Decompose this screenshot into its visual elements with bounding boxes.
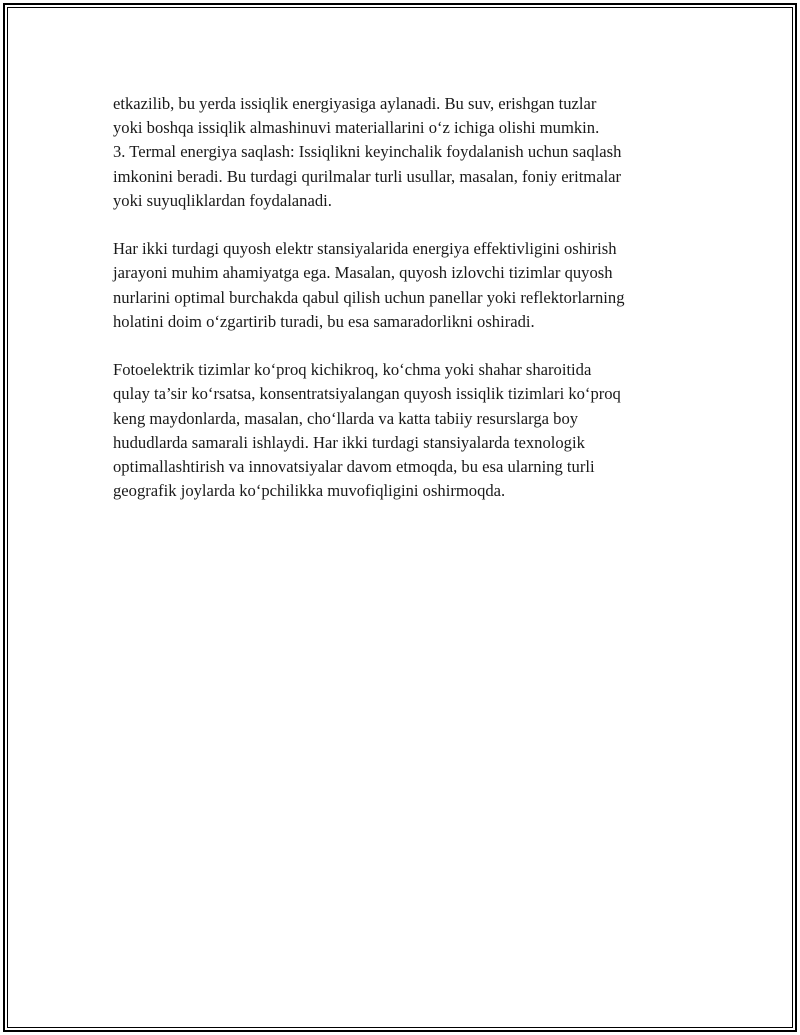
text-line: hududlarda samarali ishlaydi. Har ikki turdagi stansiyalarda texnologik — [113, 432, 585, 452]
text-line: yoki suyuqliklardan foydalanadi. — [113, 190, 332, 210]
text-line: Har ikki turdagi quyosh elektr stansiyalarida energiya effektivligini oshirish — [113, 239, 617, 259]
text-line: keng maydonlarda, masalan, cho‘llarda va katta tabiiy resurslarga boy — [113, 408, 579, 428]
text-line: nurlarini optimal burchakda qabul qilish uchun panellar yoki reflektorlarning — [113, 287, 625, 307]
text-line: optimallashtirish va innovatsiyalar davom etmoqda, bu esa ularning turli — [113, 457, 595, 477]
text-line: jarayoni muhim ahamiyatga ega. Masalan, quyosh izlovchi tizimlar quyosh — [113, 263, 613, 283]
text-line: qulay ta’sir ko‘rsatsa, konsentratsiyalangan quyosh issiqlik tizimlari ko‘proq — [113, 384, 621, 404]
text-line: imkonini beradi. Bu turdagi qurilmalar turli usullar, masalan, foniy eritmalar — [113, 166, 622, 186]
paragraph-3 — [113, 358, 713, 503]
text-line: Fotoelektrik tizimlar ko‘proq kichikroq, ko‘chma yoki shahar sharoitida — [113, 360, 592, 380]
document-body — [113, 92, 713, 528]
text-line: etkazilib, bu yerda issiqlik energiyasiga aylanadi. Bu suv, erishgan tuzlar — [113, 94, 597, 113]
paragraph-2 — [113, 237, 713, 334]
text-line: geografik joylarda ko‘pchilikka muvofiqligini oshirmoqda. — [113, 481, 506, 501]
text-line: holatini doim o‘zgartirib turadi, bu esa samaradorlikni oshiradi. — [113, 311, 535, 331]
text-line: 3. Termal energiya saqlash: Issiqlikni keyinchalik foydalanish uchun saqlash — [113, 142, 622, 162]
text-line: yoki boshqa issiqlik almashinuvi materiallarini o‘z ichiga olishi mumkin. — [113, 118, 600, 138]
paragraph-1 — [113, 92, 713, 213]
